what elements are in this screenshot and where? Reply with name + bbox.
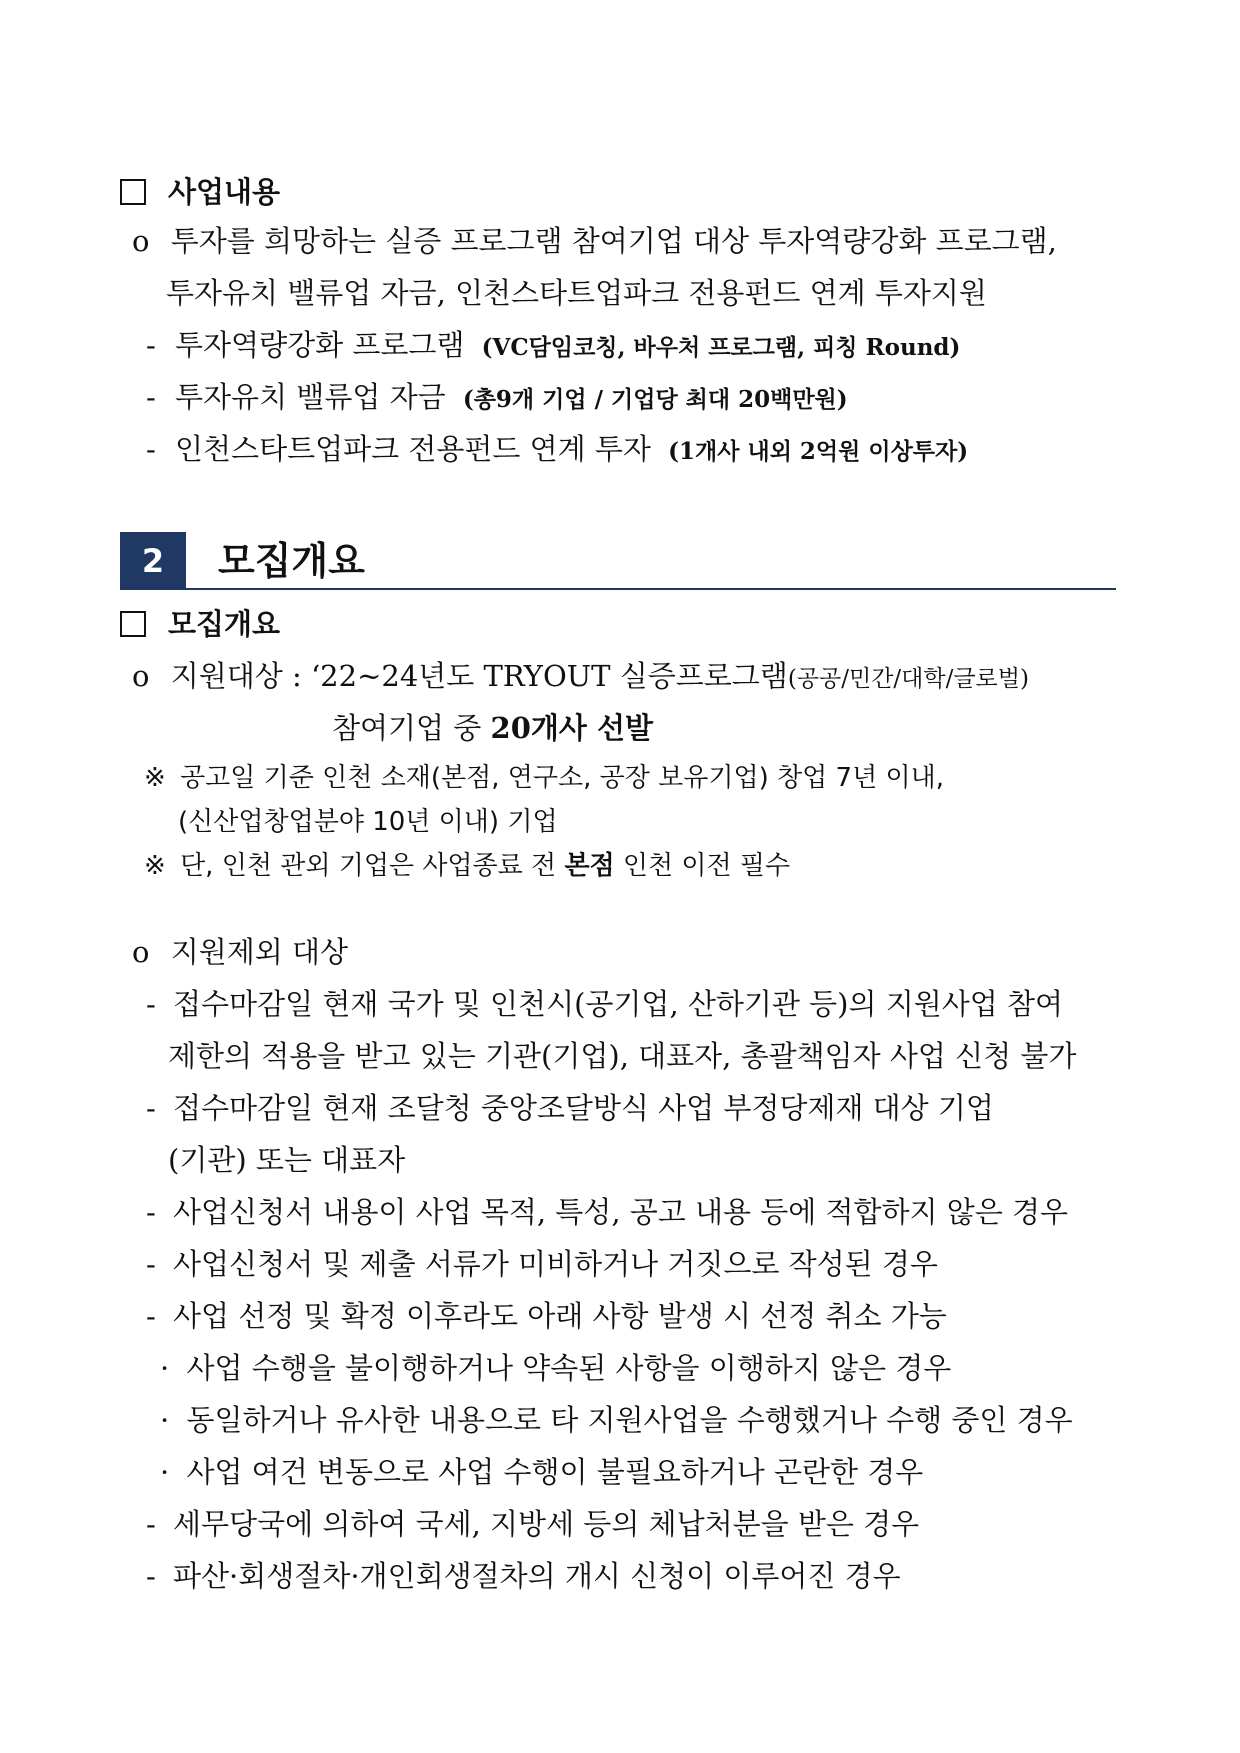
note-1-line1: ※ 공고일 기준 인천 소재(본점, 연구소, 공장 보유기업) 창업 7년 이내, (144, 763, 944, 793)
exclusion-item-6: - 세무당국에 의하여 국세, 지방세 등의 체납처분을 받은 경우 (146, 1507, 920, 1541)
target-line2: 참여기업 중 20개사 선발 (332, 711, 654, 745)
section-heading-recruitment: 모집개요 (120, 606, 280, 642)
exclusion-subitem-2: · 동일하거나 유사한 내용으로 타 지원사업을 수행했거나 수행 중인 경우 (160, 1403, 1073, 1437)
exclusion-item-2-line1: - 접수마감일 현재 조달청 중앙조달방식 사업 부정당제재 대상 기업 (146, 1091, 994, 1125)
chapter-title: 모집개요 (218, 539, 365, 583)
exclusion-heading: o 지원제외 대상 (132, 935, 348, 969)
exclusion-item-1-line2: 제한의 적용을 받고 있는 기관(기업), 대표자, 총괄책임자 사업 신청 불가 (168, 1039, 1077, 1073)
bullet-marker: o (132, 224, 150, 258)
note-1-line2: (신산업창업분야 10년 이내) 기업 (178, 807, 558, 837)
exclusion-item-5: - 사업 선정 및 확정 이후라도 아래 사항 발생 시 선정 취소 가능 (146, 1299, 947, 1333)
target-line1: o 지원대상 : ‘22~24년도 TRYOUT 실증프로그램(공공/민간/대학/글로벌) (132, 659, 1029, 693)
business-item-2: - 투자유치 밸류업 자금 (총9개 기업 / 기업당 최대 20백만원) (146, 380, 848, 414)
business-item-1: - 투자역량강화 프로그램 (VC담임코칭, 바우처 프로그램, 피칭 Round) (146, 328, 961, 362)
exclusion-item-1-line1: - 접수마감일 현재 국가 및 인천시(공기업, 산하기관 등)의 지원사업 참여 (146, 987, 1064, 1021)
section-heading-business: 사업내용 (120, 174, 280, 210)
business-bullet-line2: 투자유치 밸류업 자금, 인천스타트업파크 전용펀드 연계 투자지원 (166, 276, 987, 310)
business-bullet-line1: o 투자를 희망하는 실증 프로그램 참여기업 대상 투자역량강화 프로그램, (132, 224, 1057, 258)
chapter-divider (186, 588, 1116, 590)
checkbox-square-icon (120, 179, 146, 205)
business-item-3: - 인천스타트업파크 전용펀드 연계 투자 (1개사 내외 2억원 이상투자) (146, 432, 969, 466)
exclusion-item-3: - 사업신청서 내용이 사업 목적, 특성, 공고 내용 등에 적합하지 않은 경우 (146, 1195, 1069, 1229)
note-2: ※ 단, 인천 관외 기업은 사업종료 전 본점 인천 이전 필수 (144, 851, 791, 881)
chapter-number: 2 (120, 532, 186, 590)
exclusion-item-2-line2: (기관) 또는 대표자 (168, 1143, 406, 1177)
exclusion-subitem-3: · 사업 여건 변동으로 사업 수행이 불필요하거나 곤란한 경우 (160, 1455, 924, 1489)
exclusion-subitem-1: · 사업 수행을 불이행하거나 약속된 사항을 이행하지 않은 경우 (160, 1351, 952, 1385)
checkbox-square-icon (120, 611, 146, 637)
chapter-header (120, 532, 1116, 590)
exclusion-item-4: - 사업신청서 및 제출 서류가 미비하거나 거짓으로 작성된 경우 (146, 1247, 938, 1281)
exclusion-item-7: - 파산·회생절차·개인회생절차의 개시 신청이 이루어진 경우 (146, 1559, 901, 1593)
